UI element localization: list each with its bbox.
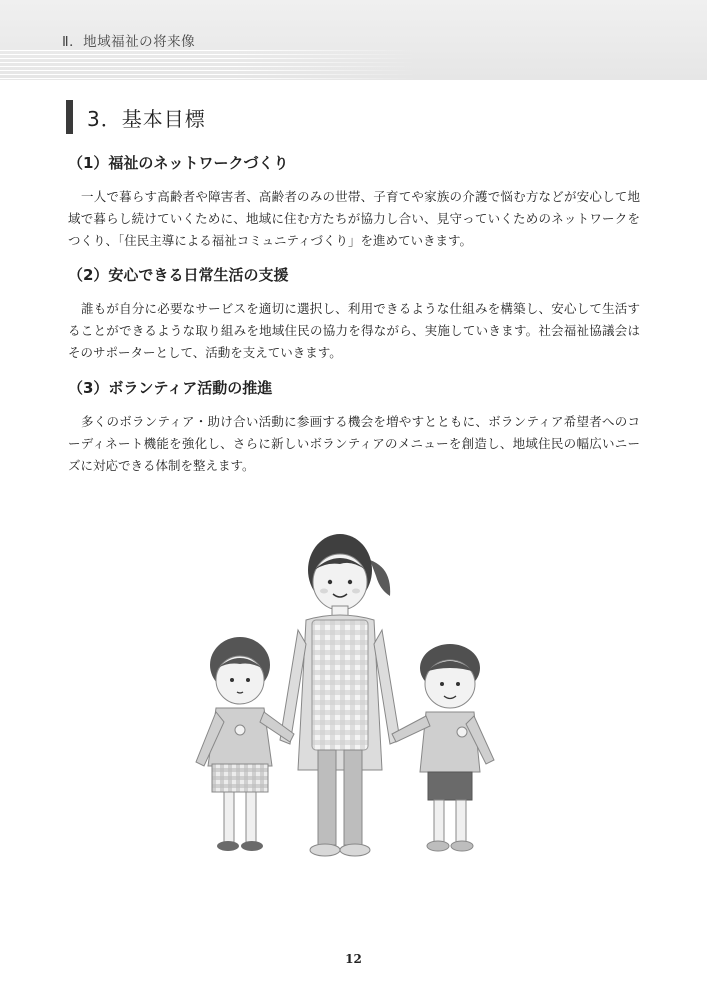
goal-1-heading: （1）福祉のネットワークづくり [68, 154, 289, 172]
chapter-title: Ⅱ．地域福祉の将来像 [62, 34, 196, 50]
goal-1-body: 一人で暮らす高齢者や障害者、高齢者のみの世帯、子育てや家族の介護で悩む方などが安心して地域で暮らし続けていくために、地域に住む方たちが協力し合い、見守っていくためのネットワークをつくり、「住民主導による福祉コミュニティづくり」を進めていきます。 [68, 189, 640, 248]
section-heading-bar [66, 100, 73, 134]
family-illustration [180, 520, 510, 880]
girl-figure [196, 637, 294, 851]
boy-figure [392, 644, 494, 851]
goal-2-heading: （2）安心できる日常生活の支援 [68, 266, 289, 284]
mother-figure [280, 534, 400, 856]
goal-3-heading: （3）ボランティア活動の推進 [68, 379, 273, 397]
goal-2-body: 誰もが自分に必要なサービスを適切に選択し、利用できるような仕組みを構築し、安心して生活することができるような取り組みを地域住民の協力を得ながら、実施していきます。社会福祉協議会はそのサポーターとして、活動を支えていきます。 [68, 301, 640, 360]
section-title: 3．基本目標 [87, 106, 206, 131]
section-heading [66, 100, 206, 134]
header-stripe-decoration [0, 50, 420, 80]
page-header [0, 0, 707, 80]
goal-3-body: 多くのボランティア・助け合い活動に参画する機会を増やすとともに、ボランティア希望者へのコーディネート機能を強化し、さらに新しいボランティアのメニューを創造し、地域住民の幅広いニーズに対応できる体制を整えます。 [68, 414, 640, 473]
page-number: 12 [345, 952, 362, 966]
